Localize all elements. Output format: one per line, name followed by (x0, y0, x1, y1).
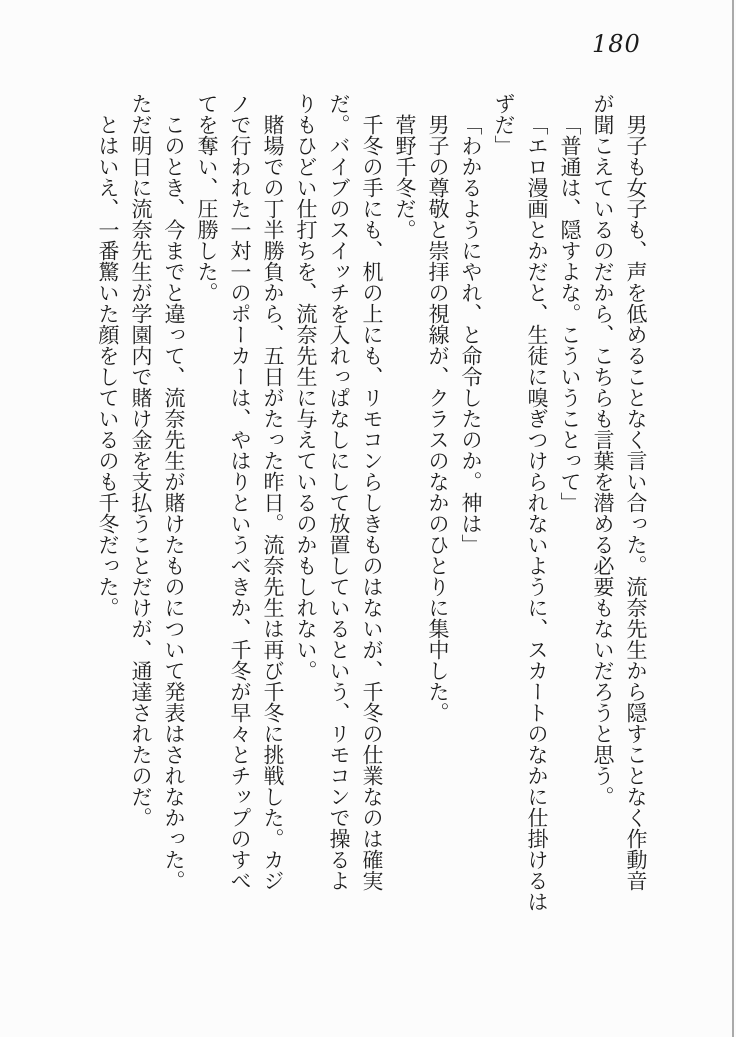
text-line: ノで行われた一対一のポーカーは、やはりというべきか、千冬が早々とチップのすべ (228, 93, 252, 891)
text-line: 賭場での丁半勝負から、五日がたった昨日。流奈先生は再び千冬に挑戦した。カジ (261, 114, 285, 891)
text-line: 千冬の手にも、机の上にも、リモコンらしきものはないが、千冬の仕業なのは確実 (360, 114, 384, 891)
text-line: このとき、今までと違って、流奈先生が賭けたものについて発表はされなかった。 (162, 114, 186, 891)
text-line: 「わかるようにやれ、と命令したのか。神は」 (459, 114, 483, 555)
text-line: 「エロ漫画とかだと、生徒に嗅ぎつけられないように、スカートのなかに仕掛けるは (525, 114, 549, 912)
text-line: 「普通は、隠すよな。こういうことって」 (558, 114, 582, 513)
text-line: だ。バイブのスイッチを入れっぱなしにして放置しているという、リモコンで操るよ (327, 93, 351, 891)
text-line: 菅野千冬だ。 (393, 114, 417, 240)
text-line: が聞こえているのだから、こちらも言葉を潜める必要もないだろうと思う。 (591, 93, 615, 807)
page-text (91, 93, 652, 931)
page-edge-line (732, 0, 734, 1037)
text-line: ただ明日に流奈先生が学園内で賭け金を支払うことだけが、通達されたのだ。 (129, 93, 153, 828)
text-line: てを奪い、圧勝した。 (195, 93, 219, 303)
text-line: りもひどい仕打ちを、流奈先生に与えているのかもしれない。 (294, 93, 318, 681)
text-line: ずだ」 (492, 93, 516, 156)
page-number: 180 (592, 30, 641, 58)
text-line: 男子も女子も、声を低めることなく言い合った。流奈先生から隠すことなく作動音 (624, 114, 648, 891)
text-line: 男子の尊敬と崇拝の視線が、クラスのなかのひとりに集中した。 (426, 114, 450, 723)
text-line: とはいえ、一番驚いた顔をしているのも千冬だった。 (96, 114, 120, 618)
